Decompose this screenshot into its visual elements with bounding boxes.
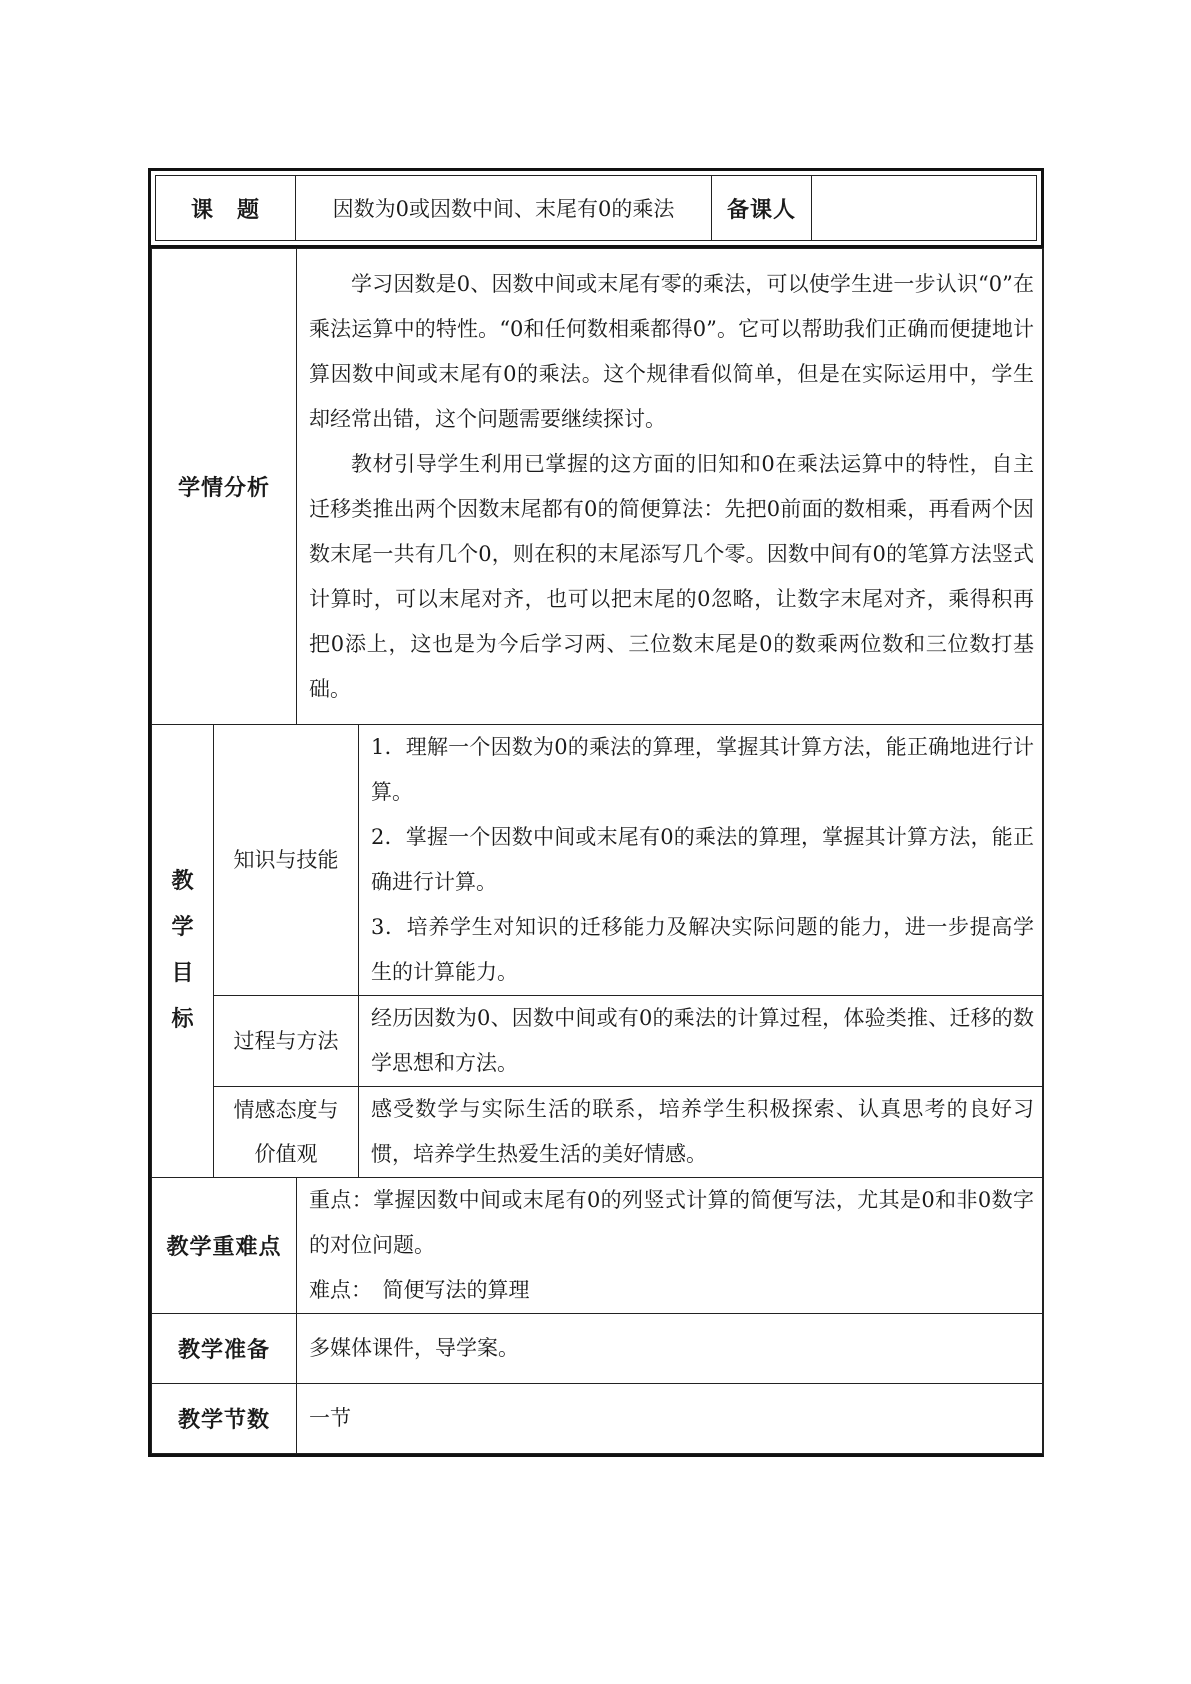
preparer-value — [812, 176, 1037, 241]
body-table — [151, 248, 1043, 1454]
analysis-paragraph: 教材引导学生利用已掌握的这方面的旧知和0在乘法运算中的特性，自主迁移类推出两个因数末尾都有0的简便算法：先把0前面的数相乘，再看两个因数末尾一共有几个0，则在积的末尾添写几个零。因数中间有0的笔算方法竖式计算时，可以末尾对齐，也可以把末尾的0忽略，让数字末尾对齐，乘得积再把0添上，这也是为今后学习两、三位数末尾是0的数乘两位数和三位数打基础。 — [309, 451, 1034, 701]
header-table — [155, 175, 1037, 241]
knowledge-item: 1．理解一个因数为0的乘法的算理，掌握其计算方法，能正确地进行计算。 — [371, 735, 1034, 804]
knowledge-item: 2．掌握一个因数中间或末尾有0的乘法的算理，掌握其计算方法，能正确进行计算。 — [371, 825, 1034, 894]
knowledge-items — [359, 725, 1043, 996]
emotion-text: 感受数学与实际生活的联系，培养学生积极探索、认真思考的良好习惯，培养学生热爱生活的美好情感。 — [371, 1097, 1034, 1166]
goals-label-char: 学 — [171, 915, 194, 940]
goals-label — [152, 725, 214, 1178]
preparer-label: 备课人 — [712, 176, 812, 241]
process-text: 经历因数为0、因数中间或有0的乘法的计算过程，体验类推、迁移的数学思想和方法。 — [371, 1006, 1034, 1075]
emotion-label — [214, 1087, 359, 1178]
keypoints-label: 教学重难点 — [152, 1178, 297, 1314]
goals-label-char: 标 — [171, 1007, 194, 1032]
sessions-label: 教学节数 — [152, 1384, 297, 1454]
preparation-label: 教学准备 — [152, 1314, 297, 1384]
knowledge-item: 3．培养学生对知识的迁移能力及解决实际问题的能力，进一步提高学生的计算能力。 — [371, 915, 1034, 984]
keypoints-difficulty: 难点： 简便写法的算理 — [309, 1278, 530, 1302]
preparation-text: 多媒体课件，导学案。 — [297, 1314, 1043, 1384]
keypoints-focus: 重点：掌握因数中间或末尾有0的列竖式计算的简便写法，尤其是0和非0数字的对位问题。 — [309, 1188, 1034, 1257]
goals-label-char: 目 — [171, 961, 194, 986]
keypoints-text — [297, 1178, 1043, 1314]
emotion-label-line: 价值观 — [254, 1142, 318, 1166]
knowledge-label: 知识与技能 — [214, 725, 359, 996]
topic-value: 因数为0或因数中间、末尾有0的乘法 — [296, 176, 712, 241]
process-label: 过程与方法 — [214, 996, 359, 1087]
emotion-text-cell — [359, 1087, 1043, 1178]
topic-label: 课 题 — [156, 176, 296, 241]
analysis-paragraph: 学习因数是0、因数中间或末尾有零的乘法，可以使学生进一步认识“0”在乘法运算中的特性。“0和任何数相乘都得0”。它可以帮助我们正确而便捷地计算因数中间或末尾有0的乘法。这个规律看似简单，但是在实际运用中，学生却经常出错，这个问题需要继续探讨。 — [309, 271, 1034, 431]
process-text-cell — [359, 996, 1043, 1087]
sessions-text: 一节 — [297, 1384, 1043, 1454]
goals-label-char: 教 — [171, 869, 194, 894]
analysis-label: 学情分析 — [152, 249, 297, 725]
body-frame — [148, 248, 1044, 1457]
header-frame — [148, 168, 1044, 248]
emotion-label-line: 情感态度与 — [233, 1098, 339, 1122]
lesson-plan — [148, 168, 1044, 1457]
analysis-text — [297, 249, 1043, 725]
